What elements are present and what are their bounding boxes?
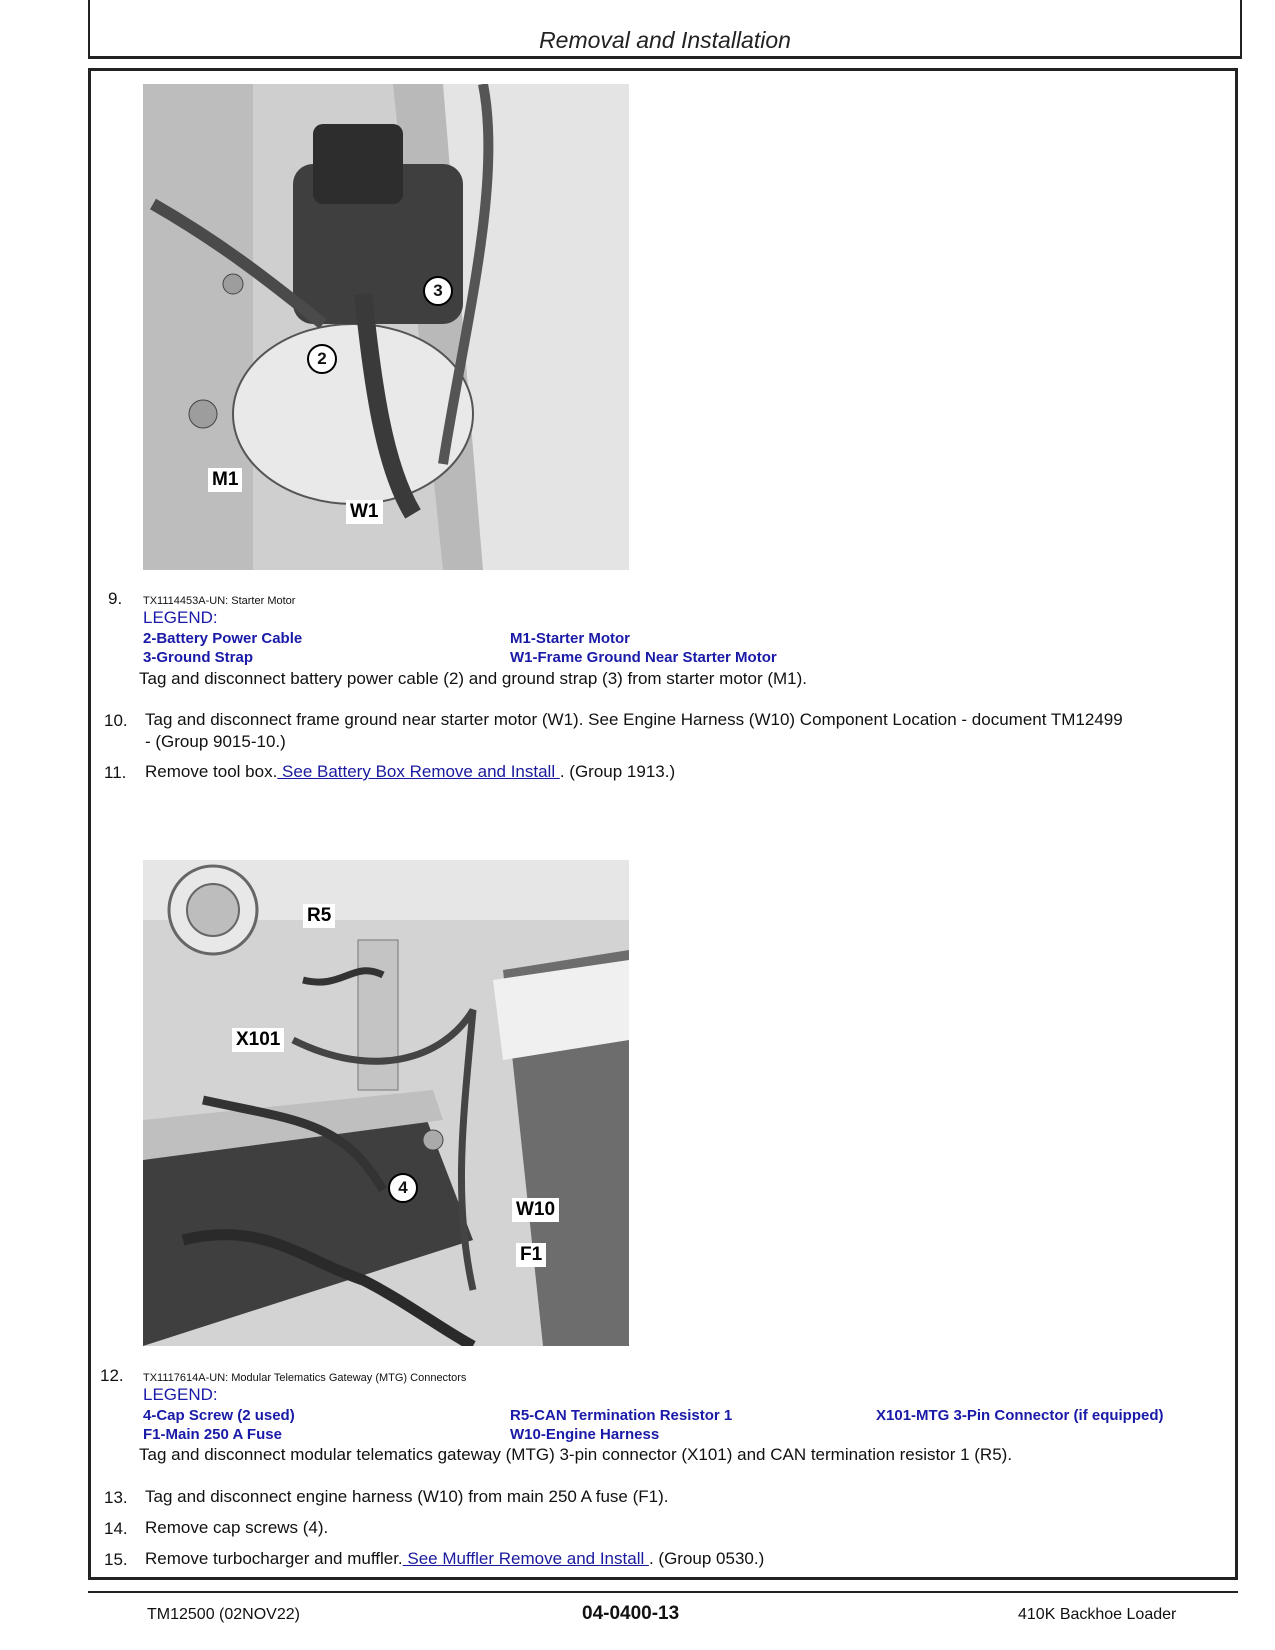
step-13-number: 13. bbox=[104, 1488, 128, 1507]
step-15-text-pre: Remove turbocharger and muffler. bbox=[145, 1549, 403, 1568]
callout-r5: R5 bbox=[303, 904, 335, 928]
callout-x101: X101 bbox=[232, 1028, 284, 1052]
legend-title-2: LEGEND: bbox=[143, 1385, 218, 1404]
step-11-text-post: . (Group 1913.) bbox=[559, 762, 676, 781]
starter-motor-illustration bbox=[143, 84, 629, 570]
page-title: Removal and Installation bbox=[539, 27, 791, 53]
legend-item: W10-Engine Harness bbox=[510, 1426, 660, 1443]
legend-item: F1-Main 250 A Fuse bbox=[143, 1426, 282, 1443]
step-15-text-post: . (Group 0530.) bbox=[648, 1549, 765, 1568]
step-9-number: 9. bbox=[108, 589, 123, 608]
legend-item: X101-MTG 3-Pin Connector (if equipped) bbox=[876, 1407, 1164, 1424]
footer-machine-name: 410K Backhoe Loader bbox=[1018, 1606, 1177, 1623]
legend-item: 3-Ground Strap bbox=[143, 649, 254, 666]
step-15-text bbox=[145, 1548, 764, 1570]
legend-item: 4-Cap Screw (2 used) bbox=[143, 1407, 295, 1424]
callout-2-battery-cable: 2 bbox=[307, 344, 337, 374]
footer-divider bbox=[88, 1591, 1238, 1593]
figure-1-caption: TX1114453A-UN: Starter Motor bbox=[143, 595, 296, 607]
step-11-text bbox=[145, 761, 675, 783]
legend-item: W1-Frame Ground Near Starter Motor bbox=[510, 649, 777, 666]
callout-2-ground-strap: 3 bbox=[423, 276, 453, 306]
mtg-connectors-illustration bbox=[143, 860, 629, 1346]
step-12-number: 12. bbox=[100, 1366, 124, 1385]
callout-4-cap-screw: 4 bbox=[388, 1173, 418, 1203]
callout-w10: W10 bbox=[512, 1198, 559, 1222]
step-10-number: 10. bbox=[104, 711, 128, 730]
callout-m1: M1 bbox=[208, 468, 242, 492]
step-11-text-pre: Remove tool box. bbox=[145, 762, 278, 781]
legend-item: M1-Starter Motor bbox=[510, 630, 631, 647]
footer-page-number: 04-0400-13 bbox=[582, 1603, 680, 1624]
step-10-text-line1: Tag and disconnect frame ground near starter motor (W1). See Engine Harness (W10) Component Location - document TM12499 bbox=[145, 710, 1123, 729]
battery-box-link[interactable]: See Battery Box Remove and Install bbox=[277, 762, 560, 781]
step-12-text: Tag and disconnect modular telematics gateway (MTG) 3-pin connector (X101) and CAN termination resistor 1 (R5). bbox=[139, 1445, 1013, 1464]
callout-f1: F1 bbox=[516, 1243, 546, 1267]
step-9-text: Tag and disconnect battery power cable (2) and ground strap (3) from starter motor (M1). bbox=[139, 669, 808, 688]
step-11-number: 11. bbox=[104, 763, 127, 782]
step-14-number: 14. bbox=[104, 1519, 128, 1538]
page-header bbox=[88, 0, 1242, 59]
step-14-text: Remove cap screws (4). bbox=[145, 1518, 329, 1537]
callout-w1: W1 bbox=[346, 500, 383, 524]
footer-document-id: TM12500 (02NOV22) bbox=[147, 1606, 300, 1623]
legend-title-1: LEGEND: bbox=[143, 608, 218, 627]
muffler-link[interactable]: See Muffler Remove and Install bbox=[402, 1549, 649, 1568]
legend-item: 2-Battery Power Cable bbox=[143, 630, 303, 647]
figure-2-caption: TX1117614A-UN: Modular Telematics Gateway (MTG) Connectors bbox=[143, 1372, 467, 1384]
step-13-text: Tag and disconnect engine harness (W10) from main 250 A fuse (F1). bbox=[145, 1487, 669, 1506]
step-15-number: 15. bbox=[104, 1550, 128, 1569]
step-10-text-line2: - (Group 9015-10.) bbox=[145, 732, 286, 751]
legend-item: R5-CAN Termination Resistor 1 bbox=[510, 1407, 733, 1424]
